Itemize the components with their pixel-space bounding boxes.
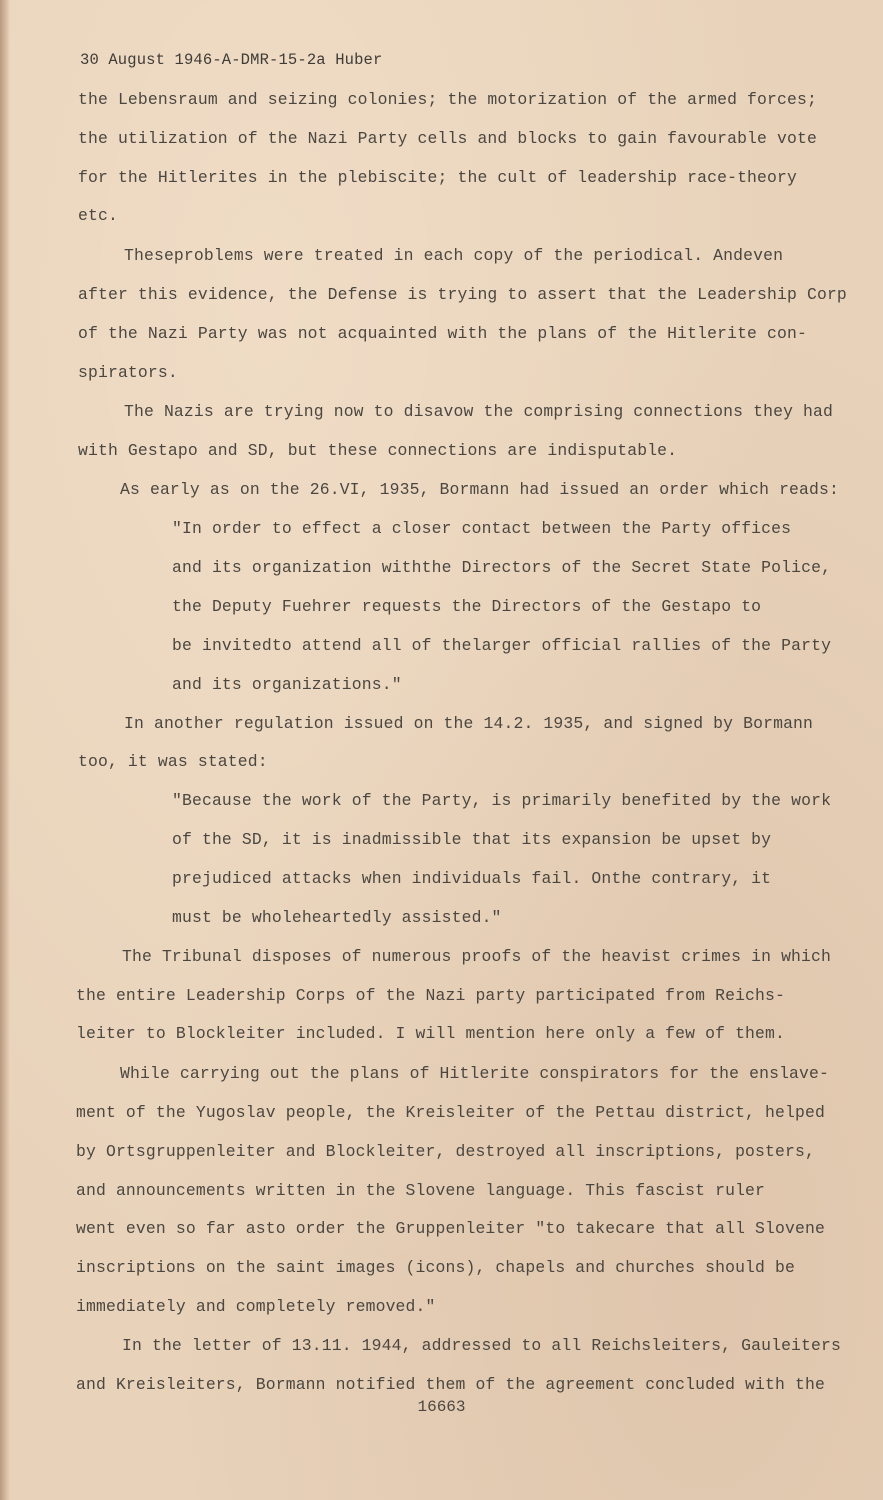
text-line: and announcements written in the Slovene language. This fascist ruler — [76, 1181, 766, 1200]
quote-line: the Deputy Fuehrer requests the Directors of the Gestapo to — [172, 597, 762, 616]
text-line: the entire Leadership Corps of the Nazi party participated from Reichs- — [76, 986, 786, 1005]
text-line: In the letter of 13.11. 1944, addressed to all Reichsleiters, Gauleiters — [122, 1336, 841, 1355]
quote-line: and its organizations." — [172, 675, 402, 694]
text-line: spirators. — [78, 363, 178, 382]
text-line: inscriptions on the saint images (icons), chapels and churches should be — [76, 1258, 795, 1277]
text-line: after this evidence, the Defense is trying to assert that the Leadership Corp — [78, 285, 847, 304]
text-line: leiter to Blockleiter included. I will mention here only a few of them. — [76, 1024, 786, 1043]
text-line: the Lebensraum and seizing colonies; the motorization of the armed forces; — [78, 90, 817, 109]
text-line: the utilization of the Nazi Party cells and blocks to gain favourable vote — [78, 129, 817, 148]
quote-line: of the SD, it is inadmissible that its expansion be upset by — [172, 830, 772, 849]
text-line: of the Nazi Party was not acquainted with the plans of the Hitlerite con- — [78, 324, 807, 343]
text-line: The Nazis are trying now to disavow the comprising connections they had — [124, 402, 834, 421]
quote-line: must be wholeheartedly assisted." — [172, 908, 502, 927]
text-line: In another regulation issued on the 14.2. 1935, and signed by Bormann — [124, 714, 814, 733]
text-line: immediately and completely removed." — [76, 1297, 436, 1316]
quote-line: and its organization withthe Directors of the Secret State Police, — [172, 558, 832, 577]
text-line: While carrying out the plans of Hitlerite conspirators for the enslave- — [120, 1064, 830, 1083]
quote-line: "In order to effect a closer contact between the Party offices — [172, 519, 792, 538]
text-line: for the Hitlerites in the plebiscite; the cult of leadership race-theory — [78, 168, 797, 187]
text-line: and Kreisleiters, Bormann notified them of the agreement concluded with the — [76, 1375, 825, 1394]
quote-line: "Because the work of the Party, is primarily benefited by the work — [172, 791, 832, 810]
quote-line: prejudiced attacks when individuals fail. Onthe contrary, it — [172, 869, 772, 888]
text-line: Theseproblems were treated in each copy of the periodical. Andeven — [124, 246, 784, 265]
text-line: ment of the Yugoslav people, the Kreisleiter of the Pettau district, helped — [76, 1103, 825, 1122]
text-line: The Tribunal disposes of numerous proofs of the heavist crimes in which — [122, 947, 832, 966]
text-line: went even so far asto order the Gruppenleiter "to takecare that all Slovene — [76, 1219, 825, 1238]
document-header: 30 August 1946-A-DMR-15-2a Huber — [80, 51, 383, 69]
quote-line: be invitedto attend all of thelarger official rallies of the Party — [172, 636, 832, 655]
text-line: etc. — [78, 206, 118, 225]
page-number: 16663 — [417, 1398, 466, 1416]
text-line: by Ortsgruppenleiter and Blockleiter, destroyed all inscriptions, posters, — [76, 1142, 815, 1161]
text-line: too, it was stated: — [78, 752, 268, 771]
text-line: with Gestapo and SD, but these connections are indisputable. — [78, 441, 678, 460]
text-line: As early as on the 26.VI, 1935, Bormann had issued an order which reads: — [120, 480, 839, 499]
page-edge-shadow — [0, 0, 10, 1500]
